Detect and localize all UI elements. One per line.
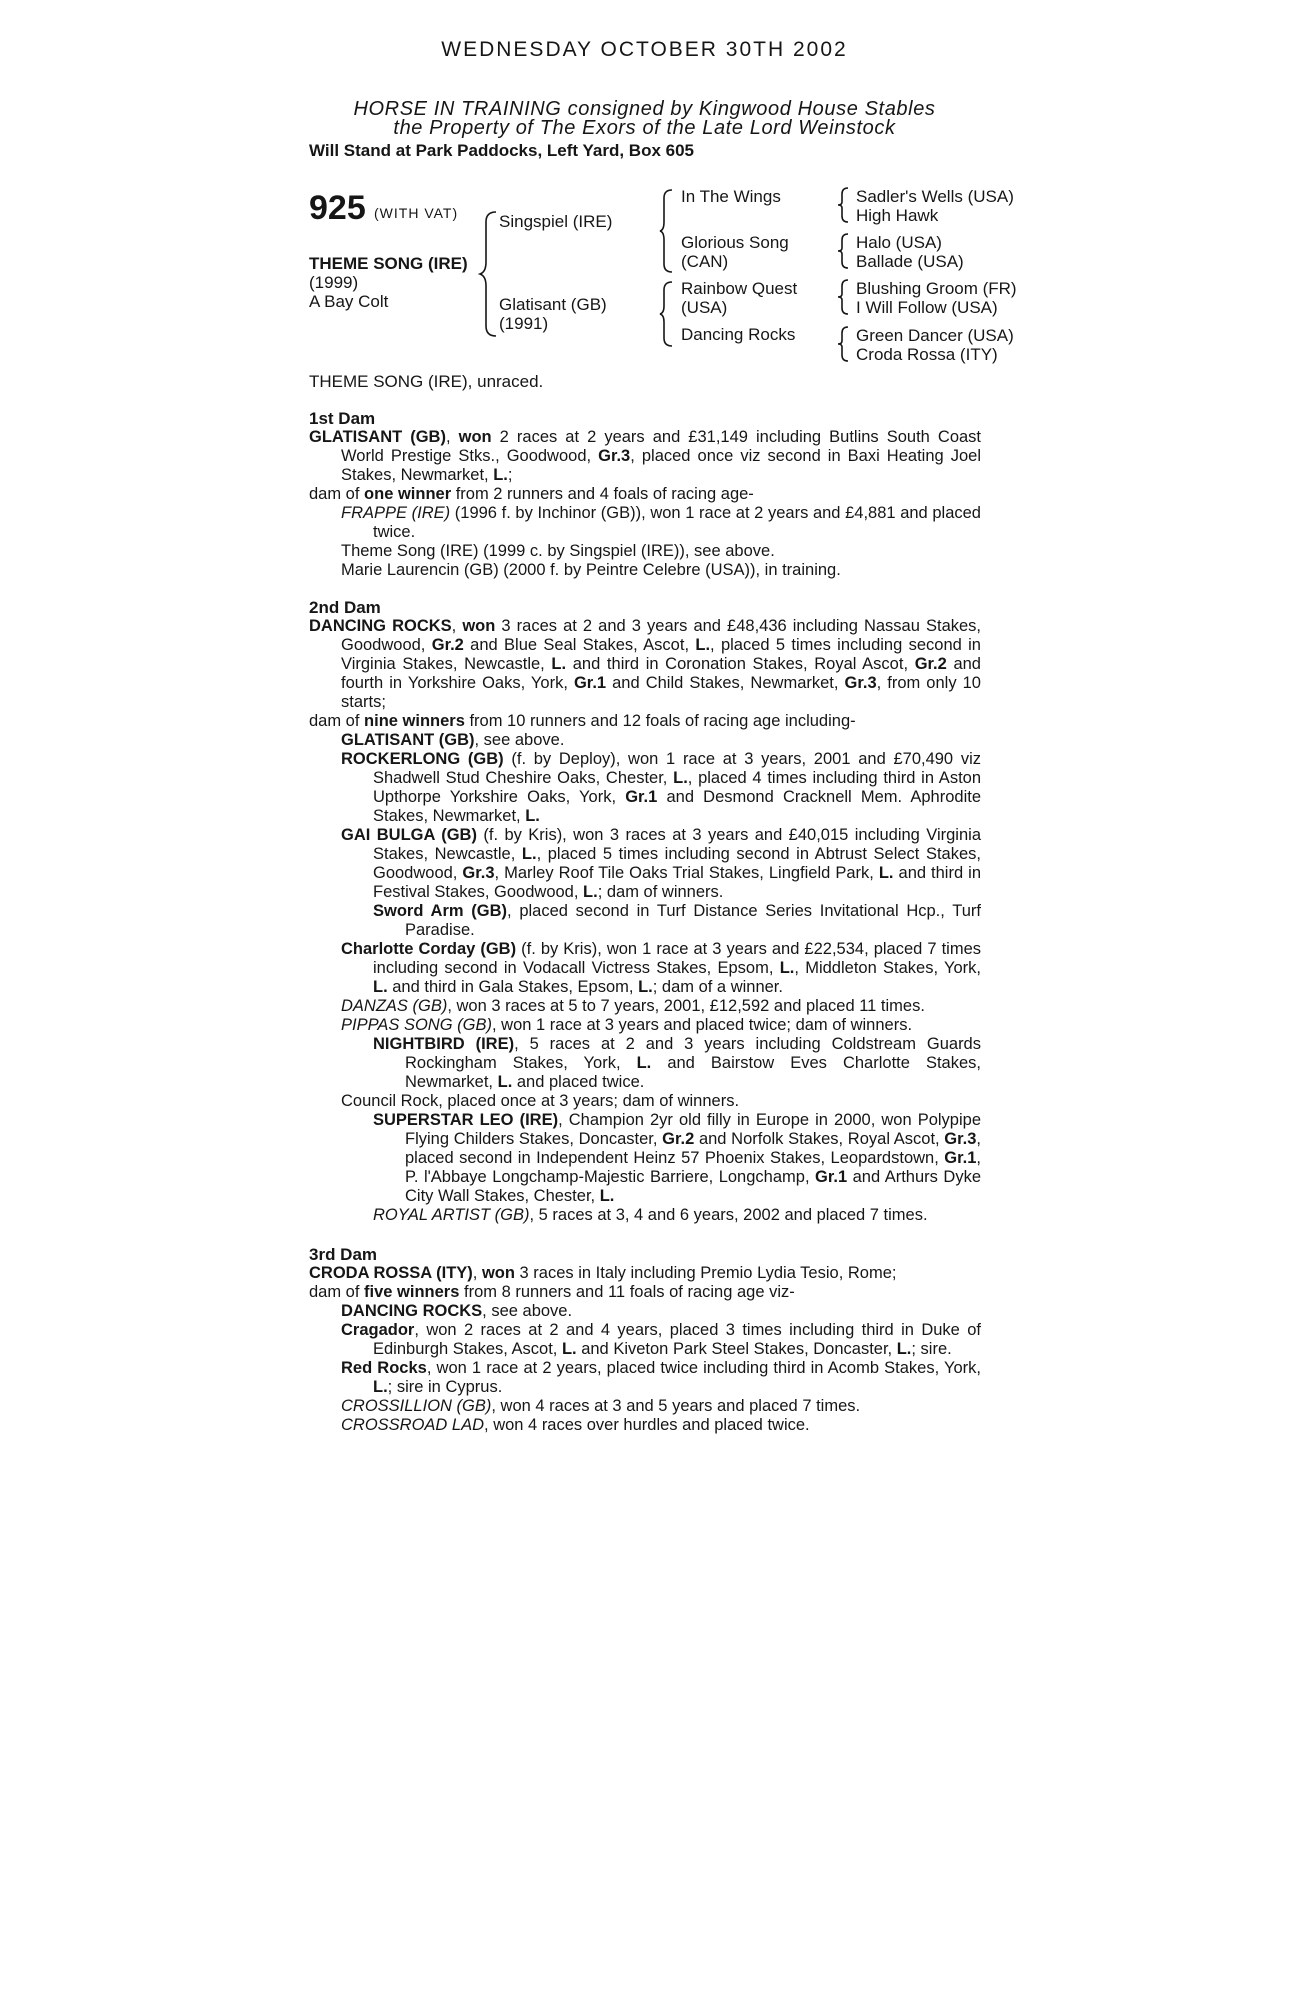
text: and third in Gala Stakes, Epsom, — [387, 978, 639, 996]
produce-entry — [373, 1035, 981, 1092]
pedigree-dam: Glatisant (GB) — [499, 295, 607, 314]
third-dam-name: CRODA ROSSA (ITY) — [309, 1264, 473, 1282]
pedigree-brace-main — [478, 210, 500, 338]
first-dam-produce-summary — [309, 485, 981, 504]
second-dam-section — [309, 598, 981, 1225]
pedigree-brace-g2 — [836, 232, 852, 270]
horse-description: A Bay Colt — [309, 292, 389, 311]
consignor-line: HORSE IN TRAINING consigned by Kingwood House Stables — [353, 98, 936, 120]
grade: Gr.3 — [844, 674, 877, 692]
listed: L. — [521, 845, 537, 863]
produce-name: DANCING ROCKS — [341, 1302, 483, 1320]
first-dam-heading: 1st Dam — [309, 409, 376, 428]
text: , Marley Roof Tile Oaks Trial Stakes, Lingfield Park, — [494, 864, 879, 882]
produce-name: ROYAL ARTIST (GB) — [373, 1206, 530, 1224]
text: , placed second in Turf Distance Series Invitational Hcp., Turf Paradise. — [405, 902, 981, 939]
text: , placed 4 times including third in Aston Upthorpe Yorkshire Oaks, York, — [373, 769, 982, 806]
grade: Gr.2 — [914, 655, 947, 673]
produce-name: ROCKERLONG (GB) — [341, 750, 504, 768]
won-label: won — [481, 1264, 515, 1282]
text: and placed twice. — [512, 1073, 645, 1091]
text: , won 4 races over hurdles and placed twice. — [484, 1416, 810, 1434]
race-record: THEME SONG (IRE), unraced. — [309, 372, 544, 391]
listed: L. — [638, 978, 653, 996]
listed: L. — [493, 466, 508, 484]
listed: L. — [373, 1378, 388, 1396]
text: ; dam of a winner. — [652, 978, 783, 996]
pedigree-gen3-8: Croda Rossa (ITY) — [856, 345, 998, 364]
produce-name: CROSSILLION (GB) — [341, 1397, 492, 1415]
text: (f. by Kris), won 1 race at 3 years and £22,534, placed 7 times including second in Vodacall Victress Stakes, Epsom, — [373, 940, 981, 977]
produce-name: Sword Arm (GB) — [373, 902, 508, 920]
pedigree-gen3-1: Sadler's Wells (USA) — [856, 187, 1014, 206]
text: and third in Festival Stakes, Goodwood, — [373, 864, 981, 901]
listed: L. — [373, 978, 388, 996]
produce-entry: Council Rock, placed once at 3 years; dam of winners. — [341, 1092, 740, 1110]
produce-entry: Marie Laurencin (GB) (2000 f. by Peintre Celebre (USA)), in training. — [341, 561, 841, 579]
winner-count: one winner — [364, 485, 452, 503]
grade: Gr.3 — [944, 1130, 977, 1148]
text: , from only 10 starts; — [341, 674, 981, 711]
text: (1996 f. by Inchinor (GB)), won 1 race at 2 years and £4,881 and placed twice. — [373, 504, 981, 541]
produce-name: Charlotte Corday (GB) — [341, 940, 517, 958]
pedigree-sire-sire: In The Wings — [681, 187, 781, 206]
text: , won 3 races at 5 to 7 years, 2001, £12,592 and placed 11 times. — [447, 997, 925, 1015]
pedigree-dam-sire: Rainbow Quest — [681, 279, 798, 298]
second-dam-produce-summary — [309, 712, 981, 731]
listed: L. — [779, 959, 795, 977]
grade: Gr.3 — [462, 864, 495, 882]
produce-name: Red Rocks — [341, 1359, 427, 1377]
produce-entry — [373, 1111, 981, 1206]
produce-name: FRAPPE (IRE) — [341, 504, 451, 522]
pedigree-gen3-2: High Hawk — [856, 206, 939, 225]
produce-entry — [341, 1416, 981, 1435]
pedigree-dam-sire-country: (USA) — [681, 298, 728, 317]
produce-entry — [341, 750, 981, 826]
first-dam-record: GLATISANT (GB), won 2 races at 2 years and £31,149 including Butlins South Coast World Prestige Stks., Goodwood, Gr.3, placed once viz second in Baxi Heating Joel Stakes, Newmarket, L.; — [309, 428, 981, 484]
produce-name: Cragador — [341, 1321, 415, 1339]
produce-name: GAI BULGA (GB) — [341, 826, 477, 844]
pedigree-sire: Singspiel (IRE) — [499, 212, 613, 231]
text: dam of — [309, 1283, 365, 1301]
listed: L. — [561, 1340, 577, 1358]
text: , placed once viz second in Baxi Heating Joel Stakes, Newmarket, — [341, 447, 981, 484]
won-label: won — [462, 617, 496, 635]
text: and Blue Seal Stakes, Ascot, — [463, 636, 696, 654]
text: (f. by Kris), won 3 races at 3 years and £40,015 including Virginia Stakes, Newcastle, — [373, 826, 981, 863]
listed: L. — [878, 864, 894, 882]
text: from 8 runners and 11 foals of racing age viz- — [459, 1283, 795, 1301]
third-dam-heading: 3rd Dam — [309, 1245, 378, 1264]
text: , 5 races at 3, 4 and 6 years, 2002 and placed 7 times. — [529, 1206, 928, 1224]
produce-entry: Theme Song (IRE) (1999 c. by Singspiel (IRE)), see above. — [341, 542, 775, 560]
text: , placed 5 times including second in Abtrust Select Stakes, Goodwood, — [373, 845, 981, 882]
text: from 2 runners and 4 foals of racing age- — [451, 485, 754, 503]
text: ; — [507, 466, 513, 484]
listed: L. — [695, 636, 711, 654]
text: 3 races in Italy including Premio Lydia Tesio, Rome; — [514, 1264, 897, 1282]
first-dam-section — [309, 409, 981, 580]
pedigree-gen3-5: Blushing Groom (FR) — [856, 279, 1017, 298]
pedigree-sire-dam: Glorious Song — [681, 233, 789, 252]
text: 3 races at 2 and 3 years and £48,436 including Nassau Stakes, Goodwood, — [341, 617, 982, 654]
pedigree-sire-dam-country: (CAN) — [681, 252, 729, 271]
produce-entry — [341, 504, 981, 542]
text: , placed second in Independent Heinz 57 Phoenix Stakes, Leopardstown, — [405, 1130, 981, 1167]
produce-entry — [341, 826, 981, 902]
text: and fourth in Yorkshire Oaks, York, — [341, 655, 981, 692]
produce-entry — [341, 1359, 981, 1397]
pedigree-brace-g4 — [836, 325, 852, 363]
text: ; sire. — [911, 1340, 952, 1358]
produce-name: CROSSROAD LAD — [341, 1416, 485, 1434]
pedigree-brace-dam — [658, 280, 676, 348]
text: , see above. — [482, 1302, 573, 1320]
listed: L. — [497, 1073, 513, 1091]
second-dam-heading: 2nd Dam — [309, 598, 381, 617]
produce-name: PIPPAS SONG (GB) — [341, 1016, 492, 1034]
produce-name: DANZAS (GB) — [341, 997, 448, 1015]
text: and Child Stakes, Newmarket, — [606, 674, 845, 692]
third-dam-section — [309, 1245, 981, 1435]
text: , won 1 race at 2 years, placed twice including third in Acomb Stakes, York, — [426, 1359, 981, 1377]
text: from 10 runners and 12 foals of racing age including- — [464, 712, 856, 730]
produce-entry — [341, 997, 981, 1016]
pedigree-gen3-7: Green Dancer (USA) — [856, 326, 1014, 345]
produce-entry — [341, 1016, 981, 1035]
pedigree-gen3-3: Halo (USA) — [856, 233, 942, 252]
listed: L. — [673, 769, 688, 787]
winner-count: five winners — [364, 1283, 460, 1301]
pedigree-dam-dam: Dancing Rocks — [681, 325, 796, 344]
text: ; sire in Cyprus. — [387, 1378, 503, 1396]
pedigree-dam-year: (1991) — [499, 314, 549, 333]
produce-entry — [341, 1321, 981, 1359]
produce-name: GLATISANT (GB) — [341, 731, 475, 749]
produce-entry — [341, 1397, 981, 1416]
horse-name: THEME SONG (IRE) — [309, 254, 468, 273]
pedigree-brace-g3 — [836, 278, 852, 316]
lot-number: 925 — [309, 189, 366, 227]
grade: Gr.1 — [573, 674, 607, 692]
grade: Gr.1 — [625, 788, 658, 806]
pedigree-brace-sire — [658, 188, 676, 274]
text: , won 1 race at 3 years and placed twice; dam of winners. — [491, 1016, 913, 1034]
listed: L. — [599, 1187, 615, 1205]
text: and Arthurs Dyke City Wall Stakes, Chester, — [405, 1168, 981, 1205]
second-dam-record: DANCING ROCKS, won 3 races at 2 and 3 years and £48,436 including Nassau Stakes, Goodwood, Gr.2 and Blue Seal Stakes, Ascot, L., placed 5 times including second in Virginia Stakes, Newcastle, L. and third in Coronation Stakes, Royal Ascot, Gr.2 and fourth in Yorkshire Oaks, York, Gr.1 and Child Stakes, Newmarket, Gr.3, from only 10 starts; — [309, 617, 982, 711]
third-dam-record: CRODA ROSSA (ITY), won 3 races in Italy including Premio Lydia Tesio, Rome; — [309, 1264, 897, 1282]
vat-label: (WITH VAT) — [374, 205, 459, 221]
grade: Gr.1 — [815, 1168, 848, 1186]
listed: L. — [525, 807, 540, 825]
text: , Champion 2yr old filly in Europe in 2000, won Polypipe Flying Childers Stakes, Doncaster, — [405, 1111, 981, 1148]
text: and third in Coronation Stakes, Royal Ascot, — [566, 655, 915, 673]
text: , 5 races at 2 and 3 years including Coldstream Guards Rockingham Stakes, York, — [405, 1035, 981, 1072]
text: and Desmond Cracknell Mem. Aphrodite Stakes, Newmarket, — [373, 788, 982, 825]
third-dam-produce-summary — [309, 1283, 981, 1302]
stand-location: Will Stand at Park Paddocks, Left Yard, Box 605 — [309, 141, 694, 160]
sale-date: WEDNESDAY OCTOBER 30TH 2002 — [441, 38, 848, 61]
produce-entry — [341, 940, 981, 997]
produce-entry — [373, 1206, 981, 1225]
property-line: the Property of The Exors of the Late Lord Weinstock — [393, 117, 896, 139]
text: , P. l'Abbaye Longchamp-Majestic Barriere, Longchamp, — [405, 1149, 981, 1186]
text: and Kiveton Park Steel Stakes, Doncaster, — [576, 1340, 897, 1358]
grade: Gr.2 — [662, 1130, 695, 1148]
won-label: won — [458, 428, 492, 446]
text: and Bairstow Eves Charlotte Stakes, Newmarket, — [405, 1054, 981, 1091]
listed: L. — [583, 883, 598, 901]
text: dam of — [309, 485, 365, 503]
foaling-year: (1999) — [309, 273, 359, 292]
text: , see above. — [474, 731, 565, 749]
grade: Gr.3 — [598, 447, 631, 465]
text: 2 races at 2 years and £31,149 including Butlins South Coast World Prestige Stks., Goodwood, — [341, 428, 981, 465]
pedigree-brace-g1 — [836, 186, 852, 224]
produce-name: SUPERSTAR LEO (IRE) — [373, 1111, 559, 1129]
listed: L. — [636, 1054, 652, 1072]
text: and Norfolk Stakes, Royal Ascot, — [694, 1130, 945, 1148]
pedigree-gen3-6: I Will Follow (USA) — [856, 298, 998, 317]
pedigree-gen3-4: Ballade (USA) — [856, 252, 964, 271]
text: , won 4 races at 3 and 5 years and placed 7 times. — [491, 1397, 861, 1415]
produce-entry — [373, 902, 981, 940]
winner-count: nine winners — [364, 712, 465, 730]
first-dam-name: GLATISANT (GB) — [309, 428, 446, 446]
second-dam-name: DANCING ROCKS — [309, 617, 452, 635]
text: , won 2 races at 2 and 4 years, placed 3 times including third in Duke of Edinburgh Stakes, Ascot, — [373, 1321, 981, 1358]
listed: L. — [551, 655, 567, 673]
produce-entry — [341, 1302, 981, 1321]
text: ; dam of winners. — [597, 883, 724, 901]
text: , Middleton Stakes, York, — [794, 959, 981, 977]
produce-name: NIGHTBIRD (IRE) — [373, 1035, 515, 1053]
produce-entry — [341, 731, 981, 750]
text: dam of — [309, 712, 365, 730]
text: (f. by Deploy), won 1 race at 3 years, 2001 and £70,490 viz Shadwell Stud Cheshire Oaks, Chester, — [373, 750, 981, 787]
grade: Gr.2 — [431, 636, 464, 654]
listed: L. — [896, 1340, 912, 1358]
grade: Gr.1 — [944, 1149, 977, 1167]
text: , placed 5 times including second in Virginia Stakes, Newcastle, — [341, 636, 981, 673]
